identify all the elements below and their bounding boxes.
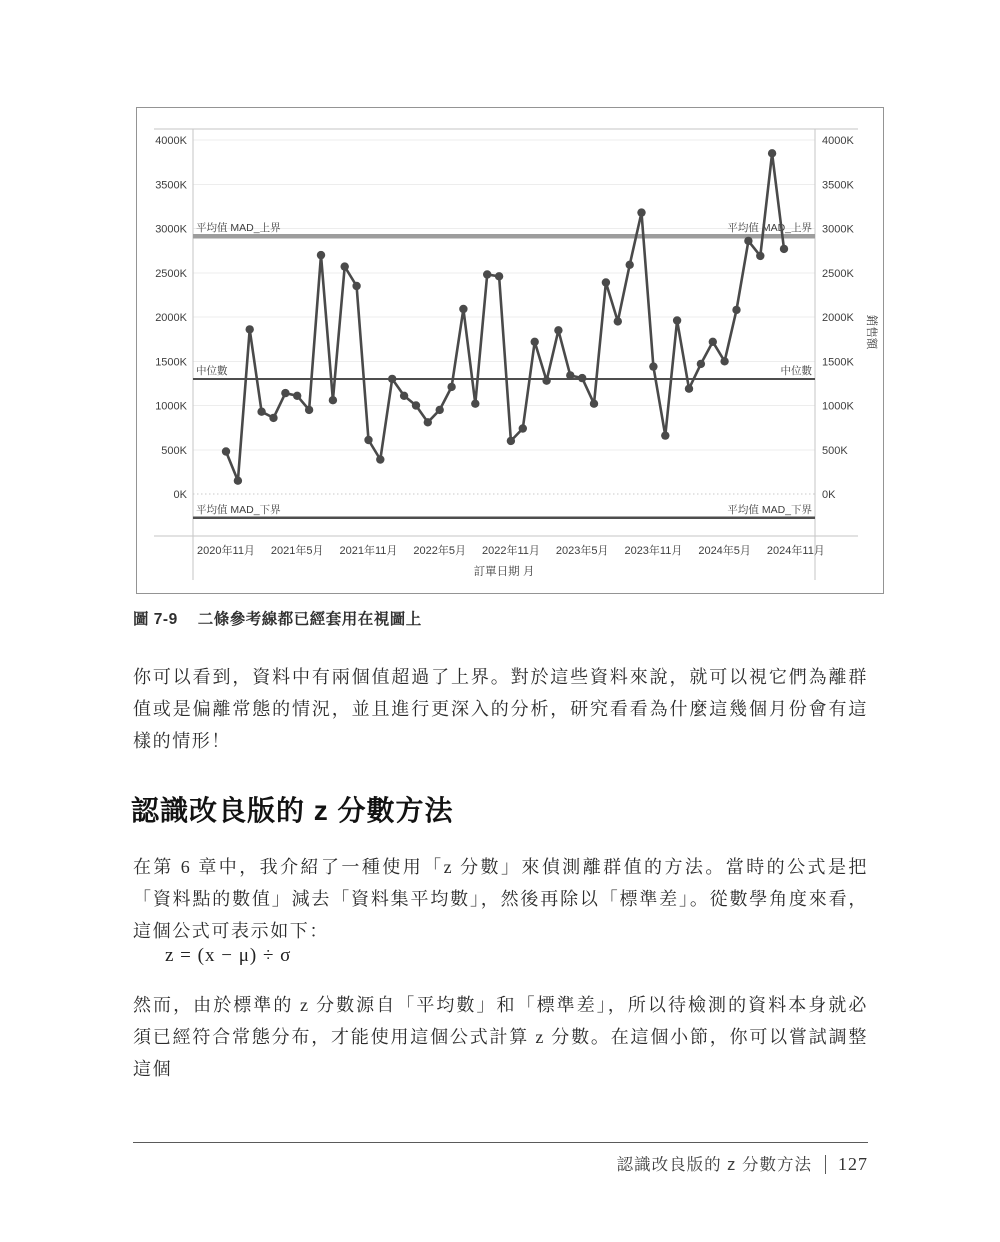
svg-text:中位數: 中位數 xyxy=(196,364,228,377)
svg-text:2000K: 2000K xyxy=(155,312,187,324)
svg-text:2022年11月: 2022年11月 xyxy=(481,545,540,557)
footer xyxy=(133,1151,868,1175)
svg-text:4000K: 4000K xyxy=(155,135,187,147)
svg-text:2000K: 2000K xyxy=(822,312,854,324)
svg-text:2021年5月: 2021年5月 xyxy=(270,545,324,557)
svg-text:2022年5月: 2022年5月 xyxy=(413,545,466,557)
svg-text:3500K: 3500K xyxy=(822,179,854,192)
zscore-formula: z = (x − μ) ÷ σ xyxy=(165,945,292,966)
svg-text:500K: 500K xyxy=(822,444,848,457)
figure-caption-number: 圖 7-9 xyxy=(133,611,178,628)
sales-line-chart-figure xyxy=(136,107,884,594)
svg-text:3000K: 3000K xyxy=(155,223,187,236)
svg-text:0K: 0K xyxy=(173,489,187,501)
svg-text:0K: 0K xyxy=(822,489,836,501)
footer-page-number: 127 xyxy=(838,1154,868,1174)
svg-text:2024年11月: 2024年11月 xyxy=(766,545,825,557)
svg-text:2500K: 2500K xyxy=(155,267,187,280)
svg-text:訂單日期 月: 訂單日期 月 xyxy=(473,566,535,578)
paragraph-zscore-intro: 在第 6 章中，我介紹了一種使用「z 分數」來偵測離群值的方法。當時的公式是把「資料點的數值」減去「資料集平均數」，然後再除以「標準差」。從數學角度來看，這個公式可表示如下： xyxy=(133,857,868,941)
paragraph-outliers: 你可以看到，資料中有兩個值超過了上界。對於這些資料來說，就可以視它們為離群值或是偏離常態的情況，並且進行更深入的分析，研究看看為什麼這幾個月份會有這樣的情形！ xyxy=(133,667,868,751)
svg-text:1000K: 1000K xyxy=(155,400,187,413)
section-heading: 認識改良版的 z 分數方法 xyxy=(131,795,454,826)
svg-text:2024年5月: 2024年5月 xyxy=(698,545,751,557)
svg-text:銷售額: 銷售額 xyxy=(865,314,877,350)
svg-text:3000K: 3000K xyxy=(822,223,854,236)
svg-text:2500K: 2500K xyxy=(822,267,854,280)
svg-text:1500K: 1500K xyxy=(155,356,187,369)
footer-divider xyxy=(825,1155,826,1174)
svg-text:平均值 MAD_上界: 平均值 MAD_上界 xyxy=(727,222,812,234)
svg-text:2023年5月: 2023年5月 xyxy=(555,545,609,557)
svg-text:平均值 MAD_下界: 平均值 MAD_下界 xyxy=(727,503,812,516)
sales-line-chart-svg xyxy=(137,108,883,593)
svg-text:1000K: 1000K xyxy=(822,400,854,413)
svg-text:2021年11月: 2021年11月 xyxy=(339,545,398,557)
svg-text:2023年11月: 2023年11月 xyxy=(624,545,683,557)
figure-caption-text: 二條參考線都已經套用在視圖上 xyxy=(197,611,422,628)
svg-text:500K: 500K xyxy=(161,444,187,457)
footer-rule xyxy=(133,1142,868,1143)
svg-text:2020年11月: 2020年11月 xyxy=(197,545,255,557)
svg-text:4000K: 4000K xyxy=(822,135,854,147)
footer-section-title: 認識改良版的 z 分數方法 xyxy=(616,1156,812,1174)
svg-text:平均值 MAD_下界: 平均值 MAD_下界 xyxy=(196,503,281,516)
svg-text:平均值 MAD_上界: 平均值 MAD_上界 xyxy=(196,222,281,234)
svg-text:1500K: 1500K xyxy=(822,356,854,369)
svg-text:3500K: 3500K xyxy=(155,179,187,192)
paragraph-zscore-limitation: 然而，由於標準的 z 分數源自「平均數」和「標準差」，所以待檢測的資料本身就必須已經符合常態分布，才能使用這個公式計算 z 分數。在這個小節，你可以嘗試調整這個 xyxy=(133,995,868,1079)
svg-text:中位數: 中位數 xyxy=(780,364,812,377)
figure-caption xyxy=(133,607,868,629)
